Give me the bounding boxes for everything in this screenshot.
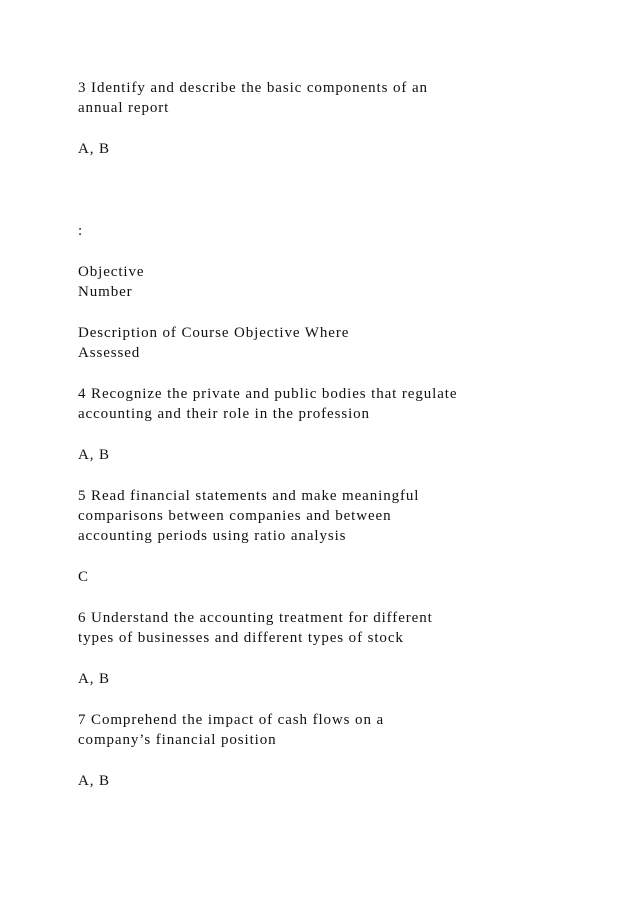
header-assessed: Assessed — [78, 345, 141, 361]
objective-4-assessed: A, B — [78, 447, 110, 463]
objective-5-text-line-2: comparisons between companies and between — [78, 508, 392, 524]
header-objective: Objective — [78, 264, 145, 280]
header-number: Number — [78, 284, 133, 300]
header-description: Description of Course Objective Where — [78, 325, 350, 341]
objective-5-assessed: C — [78, 569, 89, 585]
objective-3-assessed: A, B — [78, 141, 110, 157]
objective-7-text-line-2: company’s financial position — [78, 732, 277, 748]
objective-4-text-line-2: accounting and their role in the profession — [78, 406, 370, 422]
objective-7-assessed: A, B — [78, 773, 110, 789]
objective-3-text-line-1: 3 Identify and describe the basic components of an — [78, 80, 428, 96]
objective-6-text-line-2: types of businesses and different types of stock — [78, 630, 404, 646]
objective-3-text-line-2: annual report — [78, 100, 170, 116]
objective-6-assessed: A, B — [78, 671, 110, 687]
objective-7-text-line-1: 7 Comprehend the impact of cash flows on a — [78, 712, 385, 728]
objective-4-text-line-1: 4 Recognize the private and public bodies that regulate — [78, 386, 458, 402]
objective-6-text-line-1: 6 Understand the accounting treatment for different — [78, 610, 433, 626]
objective-5-text-line-3: accounting periods using ratio analysis — [78, 528, 347, 544]
separator-colon: : — [78, 223, 84, 239]
objective-5-text-line-1: 5 Read financial statements and make meaningful — [78, 488, 420, 504]
